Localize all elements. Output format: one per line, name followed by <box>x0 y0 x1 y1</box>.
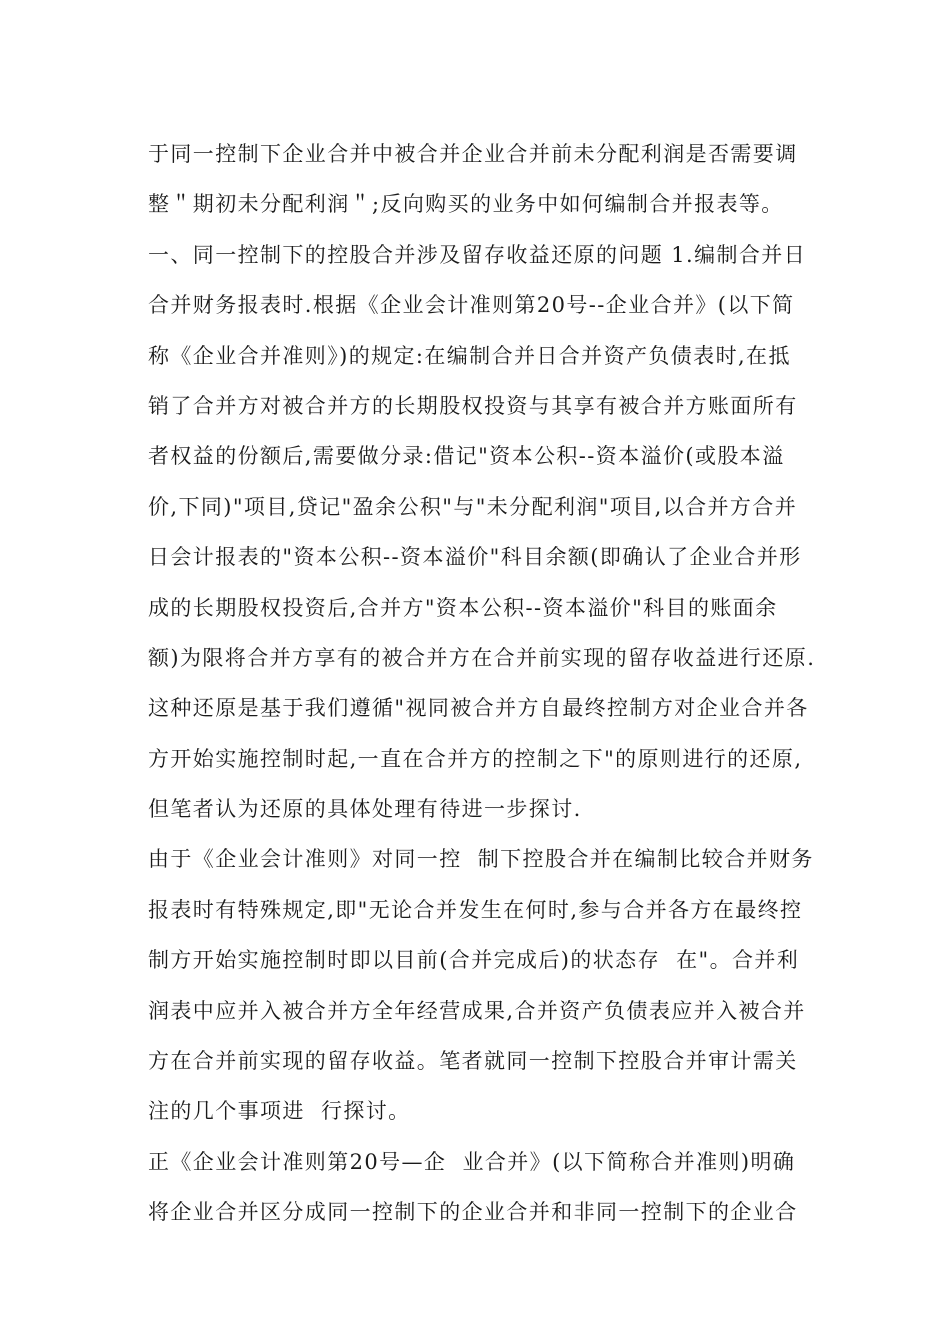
text-line-15: 由于《企业会计准则》对同一控 制下控股合并在编制比较合并财务 <box>148 847 814 872</box>
text-line-21: 正《企业会计准则第20号—企 业合并》(以下简称合并准则)明确 <box>148 1149 796 1174</box>
text-line-4: 合并财务报表时.根据《企业会计准则第20号--企业合并》(以下简 <box>148 293 795 318</box>
text-line-11: 额)为限将合并方享有的被合并方在合并前实现的留存收益进行还原. <box>148 645 816 670</box>
text-line-10: 成的长期股权投资后,合并方"资本公积--资本溢价"科目的账面余 <box>148 595 778 620</box>
text-line-12: 这种还原是基于我们遵循"视同被合并方自最终控制方对企业合并各 <box>148 696 809 721</box>
text-line-2: 整＂期初未分配利润＂;反向购买的业务中如何编制合并报表等。 <box>148 192 784 217</box>
text-line-1: 于同一控制下企业合并中被合并企业合并前未分配利润是否需要调 <box>148 142 798 166</box>
text-line-13: 方开始实施控制时起,一直在合并方的控制之下"的原则进行的还原, <box>148 746 803 771</box>
text-line-20: 注的几个事项进 行探讨。 <box>148 1099 411 1124</box>
text-line-6: 销了合并方对被合并方的长期股权投资与其享有被合并方账面所有 <box>148 393 798 418</box>
text-line-22: 将企业合并区分成同一控制下的企业合并和非同一控制下的企业合 <box>148 1200 798 1225</box>
text-line-16: 报表时有特殊规定,即"无论合并发生在何时,参与合并各方在最终控 <box>148 897 803 922</box>
text-line-7: 者权益的份额后,需要做分录:借记"资本公积--资本溢价(或股本溢 <box>148 444 785 469</box>
text-line-14: 但笔者认为还原的具体处理有待进一步探讨. <box>148 797 582 822</box>
text-line-5: 称《企业合并准则》)的规定:在编制合并日合并资产负债表时,在抵 <box>148 343 791 368</box>
body-text <box>148 129 828 1238</box>
text-line-9: 日会计报表的"资本公积--资本溢价"科目余额(即确认了企业合并形 <box>148 545 802 570</box>
text-line-8: 价,下同)"项目,贷记"盈余公积"与"未分配利润"项目,以合并方合并 <box>148 494 798 519</box>
text-line-17: 制方开始实施控制时即以目前(合并完成后)的状态存 在"。合并利 <box>148 948 800 973</box>
text-line-3: 一、同一控制下的控股合并涉及留存收益还原的问题 1.编制合并日 <box>148 242 807 267</box>
text-line-19: 方在合并前实现的留存收益。笔者就同一控制下控股合并审计需关 <box>148 1049 798 1074</box>
text-line-18: 润表中应并入被合并方全年经营成果,合并资产负债表应并入被合并 <box>148 998 806 1023</box>
